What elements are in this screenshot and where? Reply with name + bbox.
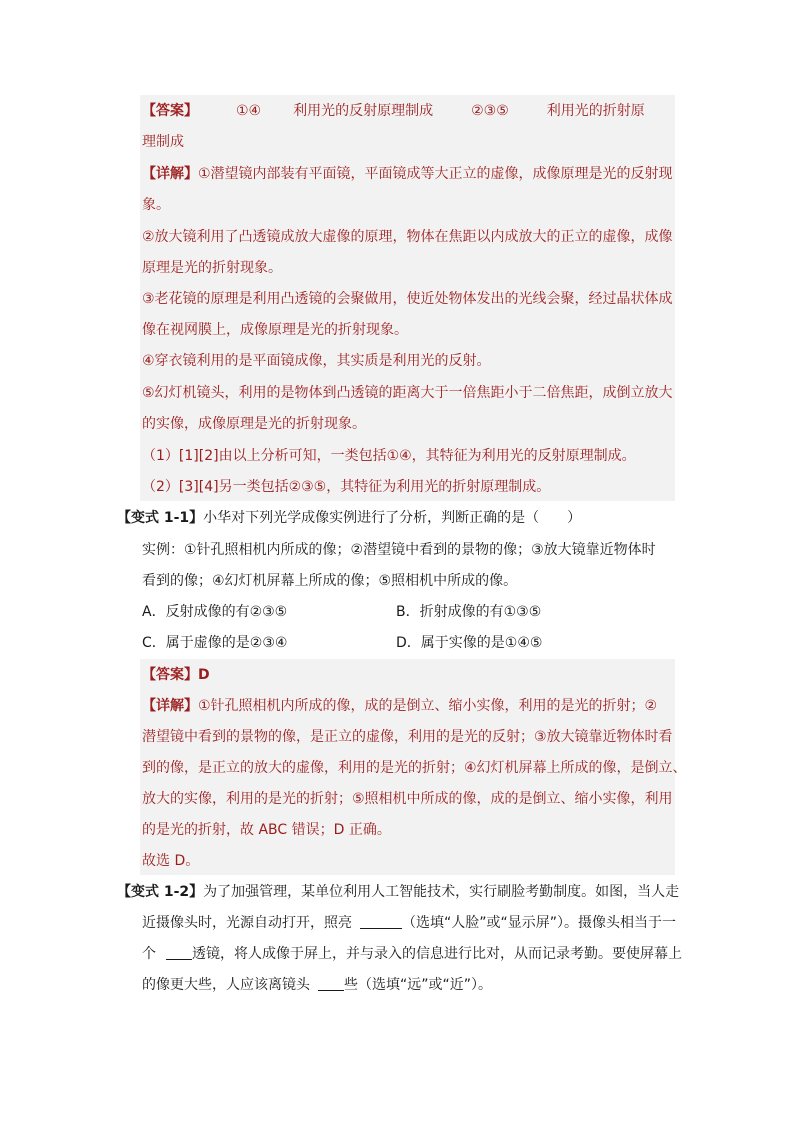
answer-line [142,96,677,126]
detail-text: 的实像，成像原理是光的折射现象。 [142,416,366,432]
option-c[interactable]: C．属于虚像的是②③④ [142,635,288,651]
question-stem [117,503,652,533]
detail-line [142,691,677,721]
question-line [142,939,682,969]
detail-text: 象。 [142,197,170,213]
detail-text: （2）[3][4]另一类包括②③⑤，其特征为利用光的折射原理制成。 [142,479,551,495]
detail-text: （1）[1][2]由以上分析可知，一类包括①④，其特征为利用光的反射原理制成。 [142,448,636,464]
fill-blank-1[interactable] [360,914,402,929]
conclusion-text: 故选 D。 [142,853,200,869]
detail-text: ①潜望镜内部装有平面镜，平面镜成等大正立的虚像，成像原理是光的反射现 [198,166,673,182]
detail-text: 原理是光的折射现象。 [142,260,282,276]
option-a[interactable]: A．反射成像的有②③⑤ [142,604,288,620]
question-text: 个 [142,946,156,962]
answer-line-cont: 理制成 [142,134,184,150]
question-text: 小华对下列光学成像实例进行了分析，判断正确的是（ ） [203,510,582,526]
detail-text: 的是光的折射，故 ABC 错误；D 正确。 [142,822,391,838]
detail-line [142,159,677,189]
answer-value: D [198,667,210,683]
question-text: （选填“人脸”或“显示屏”）。摄像头相当于一 [402,915,677,931]
question-tag: 【变式 1-1】 [117,510,204,526]
example-text: 看到的像；④幻灯机屏幕上所成的像；⑤照相机中所成的像。 [142,573,518,589]
question-text: 些（选填“远”或“近”）。 [344,977,493,993]
fill-blank-3[interactable] [318,976,344,991]
question-text: 透镜，将人成像于屏上，并与录入的信息进行比对，从而记录考勤。要使屏幕上 [192,946,682,962]
answer-line [142,660,677,690]
options-row [396,628,676,658]
detail-text: ①针孔照相机内所成的像，成的是倒立、缩小实像，利用的是光的折射；② [198,698,658,714]
answer-feature-1: 利用光的反射原理制成 [293,103,434,119]
detail-text: 到的像，是正立的放大的虚像，利用的是光的折射；④幻灯机屏幕上所成的像，是倒立、 [142,760,687,776]
option-b[interactable]: B．折射成像的有①③⑤ [396,604,542,620]
detail-tag: 【详解】 [142,166,198,182]
question-line [142,908,677,938]
detail-tag: 【详解】 [142,698,198,714]
answer-feature-2: 利用光的折射原 [546,103,645,119]
question-tag: 【变式 1-2】 [117,884,204,900]
detail-text: ⑤幻灯机镜头，利用的是物体到凸透镜的距离大于一倍焦距小于二倍焦距，成倒立放大 [142,385,673,401]
detail-text: ②放大镜利用了凸透镜成放大虚像的原理，物体在焦距以内成放大的正立的虚像，成像 [142,229,673,245]
options-row [396,597,676,627]
detail-text: 潜望镜中看到的景物的像，是正立的虚像，利用的是光的反射；③放大镜靠近物体时看 [142,729,673,745]
detail-text: ③老花镜的原理是利用凸透镜的会聚做用，使近处物体发出的光线会聚，经过晶状体成 [142,291,673,307]
example-text: 实例：①针孔照相机内所成的像；②潜望镜中看到的景物的像；③放大镜靠近物体时 [142,542,656,558]
question-line [142,970,677,1000]
answer-group-1: ①④ [236,103,262,119]
answer-tag: 【答案】 [142,667,198,683]
question-text: 的像更大些，人应该离镜头 [142,977,310,993]
answer-tag: 【答案】 [142,103,198,119]
detail-text: ④穿衣镜利用的是平面镜成像，其实质是利用光的反射。 [142,353,491,369]
question-text: 为了加强管理，某单位利用人工智能技术，实行刷脸考勤制度。如图，当人走 [203,884,680,900]
question-text: 近摄像头时，光源自动打开，照亮 [142,915,352,931]
detail-text: 放大的实像，利用的是光的折射；⑤照相机中所成的像，成的是倒立、缩小实像，利用 [142,791,673,807]
fill-blank-2[interactable] [166,945,192,960]
option-d[interactable]: D．属于实像的是①④⑤ [396,635,543,651]
answer-group-2: ②③⑤ [471,103,509,119]
detail-text: 像在视网膜上，成像原理是光的折射现象。 [142,322,408,338]
question-stem [117,877,680,907]
